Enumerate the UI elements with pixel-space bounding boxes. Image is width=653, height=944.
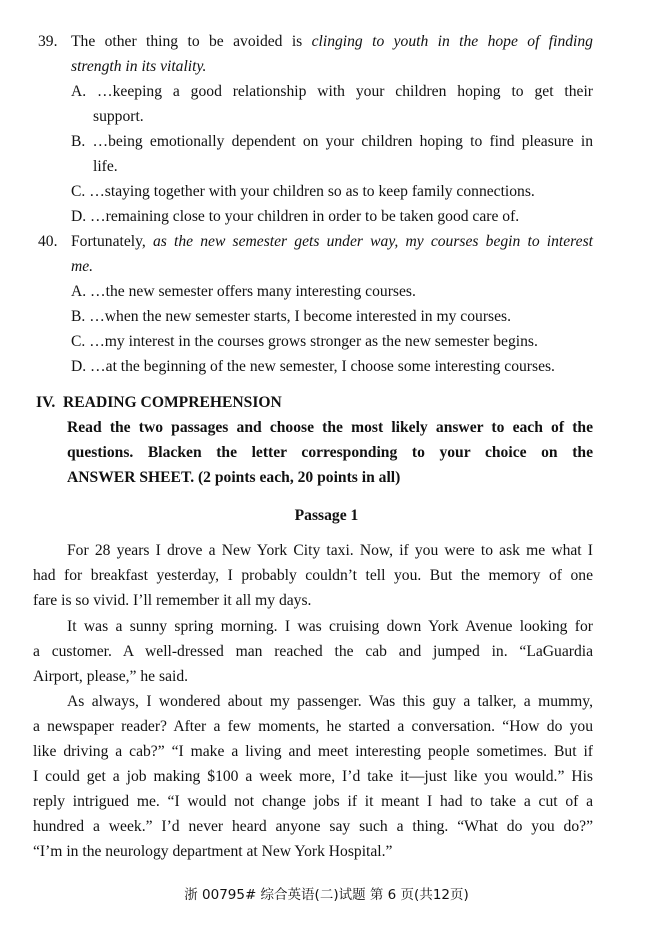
passage-paragraph-3-line-1: As always, I wondered about my passenger. Was this guy a talker, a mummy, (67, 693, 593, 710)
passage-paragraph-3-line-3: like driving a cab?” “I make a living and meet interesting people sometimes. But if (33, 743, 593, 760)
question-39-stem-cont: strength in its vitality. (71, 58, 207, 75)
passage-paragraph-1-line-1: For 28 years I drove a New York City taxi. Now, if you were to ask me what I (67, 542, 593, 559)
passage-paragraph-2-line-3: Airport, please,” he said. (33, 668, 189, 685)
question-40-option-d: D. …at the beginning of the new semester, I choose some interesting courses. (71, 358, 555, 375)
passage-paragraph-3-line-7: “I’m in the neurology department at New York Hospital.” (33, 843, 393, 860)
section-instruction-line-2: questions. Blacken the letter corresponding to your choice on the (67, 444, 593, 461)
question-39-option-c: C. …staying together with your children so as to keep family connections. (71, 183, 535, 200)
question-39-option-b-cont: life. (93, 158, 118, 175)
question-40-stem-italic: as the new semester gets under way, my courses begin to interest (152, 233, 593, 250)
question-40-stem-plain: Fortunately, (71, 233, 153, 250)
section-instruction-line-1: Read the two passages and choose the most likely answer to each of the (67, 419, 593, 436)
passage-paragraph-2-line-1: It was a sunny spring morning. I was cruising down York Avenue looking for (67, 618, 593, 635)
passage-paragraph-1-line-3: fare is so vivid. I’ll remember it all my days. (33, 592, 312, 609)
question-40-number: 40. (38, 233, 58, 250)
passage-paragraph-2-line-2: a customer. A well-dressed man reached the cab and jumped in. “LaGuardia (33, 643, 593, 660)
passage-title: Passage 1 (294, 507, 359, 524)
question-40-stem-cont: me. (71, 258, 94, 275)
question-39-option-b: B. …being emotionally dependent on your children hoping to find pleasure in (71, 133, 593, 150)
question-39-stem-italic: clinging to youth in the hope of finding (311, 33, 593, 50)
section-heading: IV. READING COMPREHENSION (36, 394, 282, 411)
passage-paragraph-3-line-5: reply intrigued me. “I would not change jobs if it meant I had to take a cut of a (33, 793, 593, 810)
passage-paragraph-1-line-2: had for breakfast yesterday, I probably couldn’t tell you. But the memory of one (33, 567, 593, 584)
question-40-option-c: C. …my interest in the courses grows stronger as the new semester begins. (71, 333, 538, 350)
section-instruction-line-3: ANSWER SHEET. (2 points each, 20 points in all) (67, 469, 401, 486)
passage-paragraph-3-line-4: I could get a job making $100 a week more, I’d take it—just like you would.” His (33, 768, 593, 785)
question-39-stem-plain: The other thing to be avoided is (71, 33, 312, 50)
question-40-option-a: A. …the new semester offers many interesting courses. (71, 283, 416, 300)
question-39-option-a: A. …keeping a good relationship with your children hoping to get their (71, 83, 593, 100)
question-39-number: 39. (38, 33, 58, 50)
question-39-option-a-cont: support. (93, 108, 144, 125)
question-39-stem (71, 32, 593, 52)
page-footer: 浙 00795# 综合英语(二)试题 第 6 页(共12页) (184, 887, 469, 903)
passage-paragraph-3-line-2: a newspaper reader? After a few moments, he started a conversation. “How do you (33, 718, 593, 735)
question-40-option-b: B. …when the new semester starts, I become interested in my courses. (71, 308, 511, 325)
passage-paragraph-3-line-6: hundred a week.” I’d never heard anyone say such a thing. “What do you do?” (33, 818, 593, 835)
question-39-option-d: D. …remaining close to your children in order to be taken good care of. (71, 208, 520, 225)
question-40-stem (71, 232, 593, 252)
